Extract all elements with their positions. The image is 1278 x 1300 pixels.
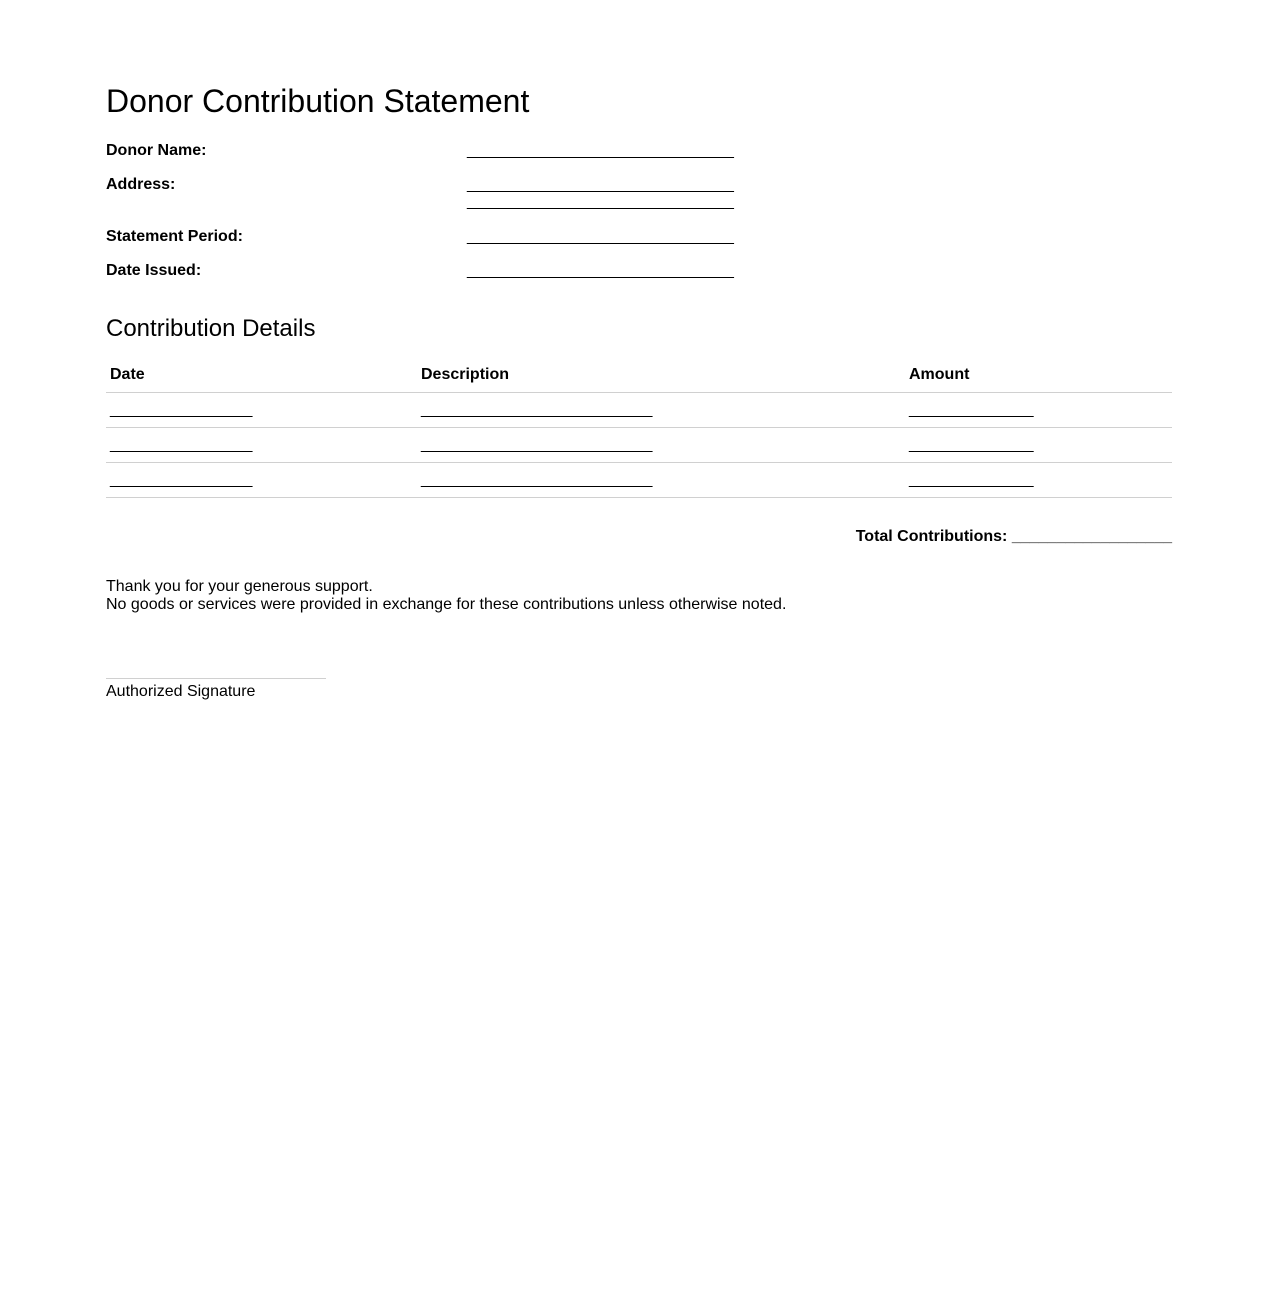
amount-cell[interactable]: ______________ [905,463,1172,498]
disclaimer-line: No goods or services were provided in exchange for these contributions unless otherwise noted. [106,596,787,613]
page-title: Donor Contribution Statement [106,83,530,119]
column-header-description: Description [413,362,905,393]
address-row [106,176,734,228]
total-contributions-label: Total Contributions: [855,528,1008,545]
thank-you-note [106,578,1172,614]
thank-you-line: Thank you for your generous support. [106,578,373,595]
date-issued-row [106,262,734,296]
donor-name-label: Donor Name: [106,142,207,159]
description-cell[interactable]: __________________________ [413,428,905,463]
description-cell[interactable]: __________________________ [413,463,905,498]
column-header-date: Date [106,362,413,393]
total-contributions-field[interactable]: __________________ [1011,528,1172,545]
statement-period-field[interactable]: ______________________________ [467,228,734,245]
contribution-details-table [106,362,1172,498]
column-header-amount: Amount [905,362,1172,393]
date-cell[interactable]: ________________ [106,428,413,463]
date-issued-field[interactable]: ______________________________ [467,262,734,279]
signature-block[interactable] [106,678,326,701]
donor-name-field[interactable]: ______________________________ [467,142,734,159]
statement-period-label: Statement Period: [106,228,243,245]
donor-info-table [106,142,734,296]
table-row [106,393,1172,428]
date-issued-label: Date Issued: [106,262,202,279]
address-label: Address: [106,176,176,193]
address-field[interactable] [467,176,734,228]
statement-period-row [106,228,734,262]
date-cell[interactable]: ________________ [106,463,413,498]
contribution-details-heading: Contribution Details [106,315,316,342]
table-row [106,463,1172,498]
table-row [106,428,1172,463]
address-line-1[interactable]: ______________________________ [467,176,734,193]
donor-name-row [106,142,734,176]
amount-cell[interactable]: ______________ [905,393,1172,428]
amount-cell[interactable]: ______________ [905,428,1172,463]
date-cell[interactable]: ________________ [106,393,413,428]
total-contributions [106,528,1172,546]
address-line-2[interactable]: ______________________________ [467,193,734,210]
signature-label: Authorized Signature [106,683,256,700]
description-cell[interactable]: __________________________ [413,393,905,428]
table-header-row [106,362,1172,393]
